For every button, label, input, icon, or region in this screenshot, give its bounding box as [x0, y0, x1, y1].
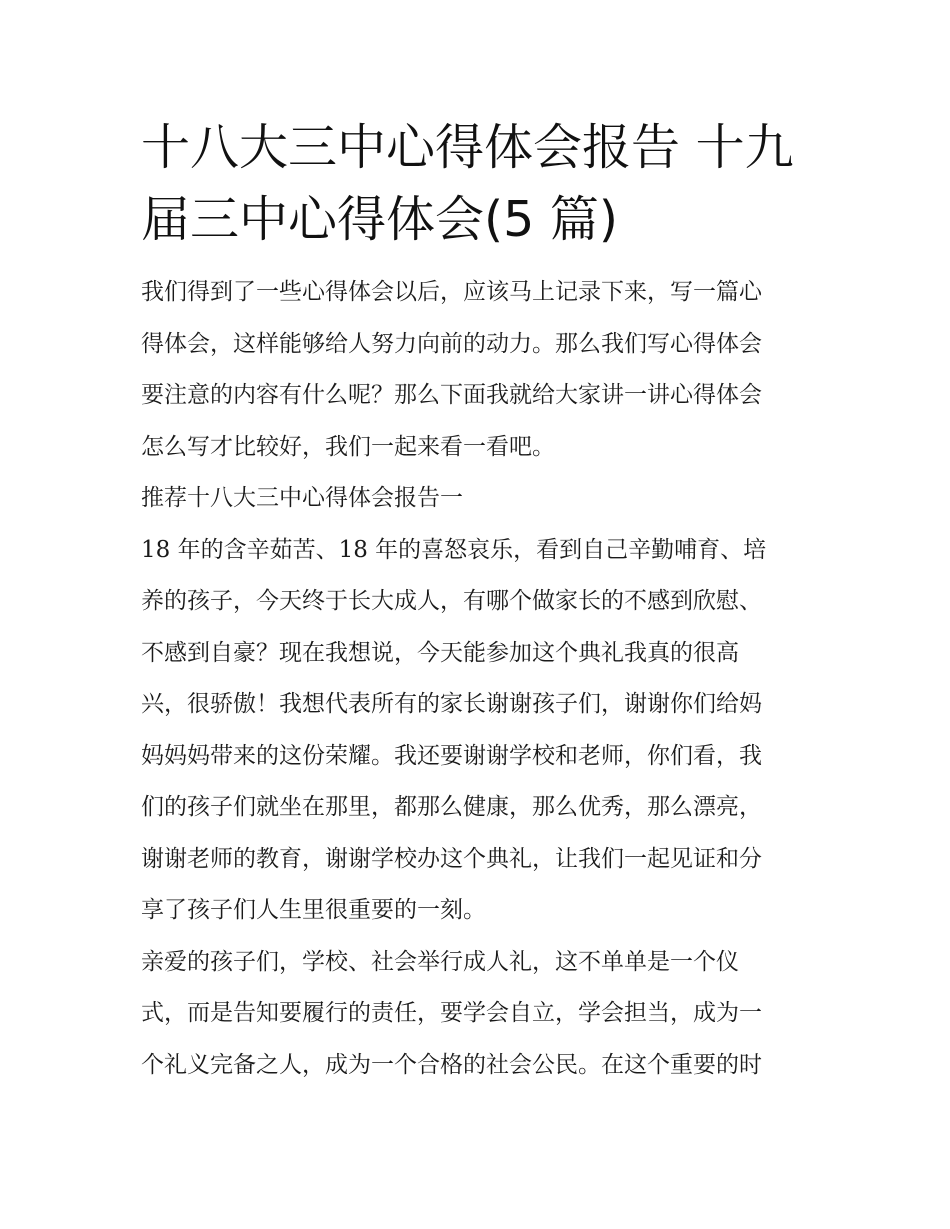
body-line: 个礼义完备之人，成为一个合格的社会公民。在这个重要的时: [141, 1051, 762, 1078]
body-line: 怎么写才比较好，我们一起来看一看吧。: [141, 433, 555, 460]
body-line: 兴，很骄傲！我想代表所有的家长谢谢孩子们，谢谢你们给妈: [141, 691, 762, 717]
body-line: 养的孩子，今天终于长大成人，有哪个做家长的不感到欣慰、: [141, 588, 762, 614]
body-line: 我们得到了一些心得体会以后，应该马上记录下来，写一篇心: [141, 279, 762, 305]
body-line: 们的孩子们就坐在那里，都那么健康，那么优秀，那么漂亮，: [141, 794, 762, 820]
body-line: 谢谢老师的教育，谢谢学校办这个典礼，让我们一起见证和分: [141, 845, 762, 872]
document-body: [141, 267, 813, 1091]
body-line: 得体会，这样能够给人努力向前的动力。那么我们写心得体会: [141, 330, 762, 357]
title-line-2: 届三中心得体会(5 篇): [141, 191, 618, 248]
body-line: 不感到自豪？现在我想说，今天能参加这个典礼我真的很高: [141, 639, 739, 666]
body-line: 式，而是告知要履行的责任，要学会自立，学会担当，成为一: [141, 1000, 762, 1026]
body-line: 享了孩子们人生里很重要的一刻。: [141, 897, 486, 923]
section-heading: 推荐十八大三中心得体会报告一: [141, 485, 463, 511]
body-line: 亲爱的孩子们，学校、社会举行成人礼，这不单单是一个仪: [141, 948, 739, 975]
title-line-1: 十八大三中心得体会报告 十九: [141, 119, 794, 176]
document-title: [141, 112, 813, 256]
body-line: 18 年的含辛茹苦、18 年的喜怒哀乐，看到自己辛勤哺育、培: [141, 536, 767, 563]
document-content: [141, 112, 813, 1091]
body-line: 要注意的内容有什么呢？那么下面我就给大家讲一讲心得体会: [141, 382, 762, 408]
body-line: 妈妈妈带来的这份荣耀。我还要谢谢学校和老师，你们看，我: [141, 742, 762, 769]
